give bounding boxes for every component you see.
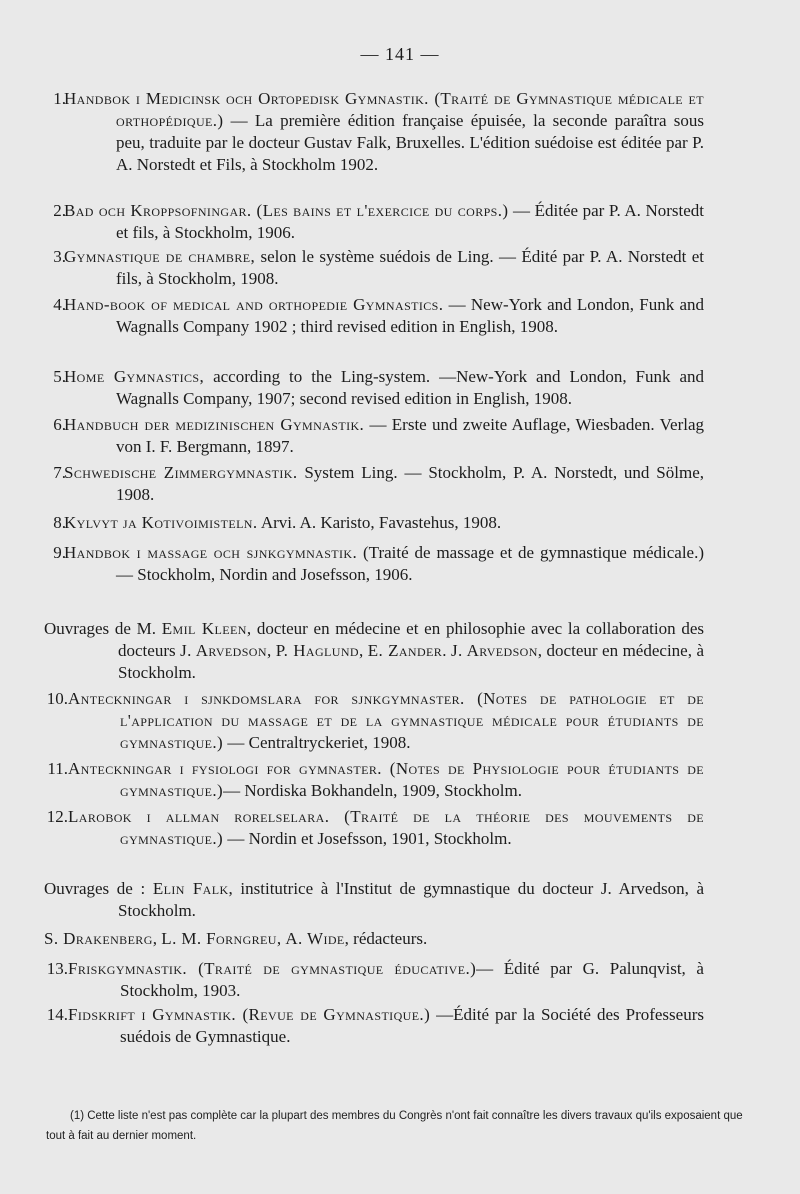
bibliography-entry-7: 7. Schwedische Zimmergymnastik. System Ling. — Stockholm, P. A. Norstedt, und Sölme, 1908.	[53, 463, 704, 504]
editor-name: L. M. Forngreu	[161, 929, 277, 948]
entry-title: Schwedische Zimmergymnastik.	[64, 463, 298, 482]
bibliography-entry-2: 2. Bad och Kroppsofningar. (Les bains et l'exercice du corps.) — Éditée par P. A. Norstedt et fils, à Stockholm, 1906.	[53, 201, 704, 242]
page-number: — 141 —	[360, 44, 440, 64]
bibliography-entry-13: 13. Friskgymnastik. (Traité de gymnastique éducative.)— Édité par G. Palunqvist, à Stockholm, 1903.	[46, 959, 704, 1000]
entry-title: Bad och Kroppsofningar. (Les bains et l'exercice du corps.)	[64, 201, 509, 220]
entry-text: according to the Ling-system. —New-York and London, Funk and Wagnalls Company, 1907; second revised edition in English, 1908.	[116, 367, 704, 408]
bibliography-entry-8: 8. Kylvyt ja Kotivoimisteln. Arvi. A. Karisto, Favastehus, 1908.	[53, 513, 502, 532]
entry-title: Hand-book of medical and orthopedie Gymnastics.	[64, 295, 444, 314]
entry-title: Fidskrift i Gymnastik. (Revue de Gymnastique.)	[68, 1005, 431, 1024]
bibliography-entry-10: 10. Anteckningar i sjnkdomslara for sjnkgymnaster. (Notes de pathologie et de l'application du massage et de la gymnastique médicale pour étudiants de gymnastique.) — Centraltryckeriet, 1908.	[46, 689, 704, 752]
entry-text: — Centraltryckeriet, 1908.	[223, 733, 411, 752]
entry-title: Friskgymnastik. (Traité de gymnastique éducative.)	[68, 959, 477, 978]
bibliography-entry-5: 5. Home Gymnastics, according to the Ling-system. —New-York and London, Funk and Wagnalls Company, 1907; second revised edition in English, 1908.	[53, 367, 704, 408]
collaborator-name: E. Zander	[367, 641, 443, 660]
collaborator-name: J. Arvedson	[450, 641, 538, 660]
author-name: Elin Falk	[152, 879, 229, 898]
entry-text: Arvi. A. Karisto, Favastehus, 1908.	[257, 513, 502, 532]
entry-text: — New-York and London, Funk and Wagnalls Company 1902 ; third revised edition in English, 1908.	[116, 295, 704, 336]
editors-line: S. Drakenberg, L. M. Forngreu, A. Wide, rédacteurs.	[44, 929, 428, 948]
author-name: Emil Kleen	[161, 619, 247, 638]
entry-text: — La première édition française épuisée, la seconde paraîtra sous peu, traduite par le docteur Gustav Falk, Bruxelles. L'édition suédoise est éditée par P. A. Norstedt et Fils, à Stockholm 1902.	[116, 111, 704, 174]
collaborator-name: J. Arvedson	[180, 641, 267, 660]
bibliography-entry-12: 12. Larobok i allman rorelselara. (Traité de la théorie des mouvements de gymnastique.) — Nordin et Josefsson, 1901, Stockholm.	[46, 807, 704, 848]
bibliography-entry-3: 3. Gymnastique de chambre, selon le système suédois de Ling. — Édité par P. A. Norstedt et fils, à Stockholm, 1908.	[53, 247, 704, 288]
footnote: (1) Cette liste n'est pas complète car la plupart des membres du Congrès n'ont fait connaître les divers travaux qu'ils exposaient que tout à fait au dernier moment.	[46, 1110, 743, 1142]
entry-title: Handbok i Medicinsk och Ortopedisk Gymnastik. (Traité de Gymnastique médicale et orthopédique.)	[64, 89, 704, 130]
entry-title: Anteckningar i fysiologi for gymnaster. (Notes de Physiologie pour étudiants de gymnastique.)	[68, 759, 704, 800]
editor-name: S. Drakenberg	[44, 929, 153, 948]
bibliography-entry-11: 11. Anteckningar i fysiologi for gymnaster. (Notes de Physiologie pour étudiants de gymnastique.)— Nordiska Bokhandeln, 1909, Stockholm.	[47, 759, 704, 800]
entry-title: Handbok i massage och sjnkgymnastik.	[64, 543, 358, 562]
entry-title: Anteckningar i sjnkdomslara for sjnkgymnaster. (Notes de pathologie et de l'application du massage et de la gymnastique médicale pour étudiants de gymnastique.)	[68, 689, 704, 752]
entry-text: — Erste und zweite Auflage, Wiesbaden. Verlag von I. F. Bergmann, 1897.	[116, 415, 705, 456]
editor-name: A. Wide	[285, 929, 345, 948]
entry-text: (Traité de massage et de gymnastique médicale.) — Stockholm, Nordin and Josefsson, 1906.	[116, 543, 704, 584]
entry-text: —Édité par la Société des Professeurs suédois de Gymnastique.	[120, 1005, 704, 1046]
bibliography-entry-1: 1. Handbok i Medicinsk och Ortopedisk Gymnastik. (Traité de Gymnastique médicale et orthopédique.) — La première édition française épuisée, la seconde paraîtra sous peu, traduite par le docteur Gustav Falk, Bruxelles. L'édition suédoise est éditée par P. A. Norstedt et Fils, à Stockholm 1902.	[53, 89, 704, 174]
author-paragraph-kleen: Ouvrages de M. Emil Kleen, docteur en médecine et en philosophie avec la collaboration des docteurs J. Arvedson, P. Haglund, E. Zander. J. Arvedson, docteur en médecine, à Stockholm.	[44, 619, 705, 682]
entry-text: System Ling. — Stockholm, P. A. Norstedt, und Sölme, 1908.	[116, 463, 704, 504]
entry-text: — Édité par G. Palunqvist, à Stockholm, 1903.	[120, 959, 704, 1000]
entry-title: Gymnastique de chambre,	[64, 247, 256, 266]
entry-text: — Nordin et Josefsson, 1901, Stockholm.	[223, 829, 512, 848]
collaborator-name: P. Haglund	[275, 641, 359, 660]
entry-title: Larobok i allman rorelselara. (Traité de la théorie des mouvements de gymnastique.)	[68, 807, 704, 848]
entry-text: — Nordiska Bokhandeln, 1909, Stockholm.	[223, 781, 523, 800]
entry-text: selon le système suédois de Ling. — Édité par P. A. Norstedt et fils, à Stockholm, 1908.	[116, 247, 704, 288]
entry-title: Kylvyt ja Kotivoimisteln.	[64, 513, 258, 532]
author-paragraph-falk: Ouvrages de : Elin Falk, institutrice à l'Institut de gymnastique du docteur J. Arvedson, à Stockholm.	[44, 879, 705, 920]
entry-title: Handbuch der medizinischen Gymnastik.	[64, 415, 365, 434]
entry-title: Home Gymnastics,	[64, 367, 205, 386]
entry-text: — Éditée par P. A. Norstedt et fils, à Stockholm, 1906.	[116, 201, 704, 242]
bibliography-entry-9: 9. Handbok i massage och sjnkgymnastik. (Traité de massage et de gymnastique médicale.) — Stockholm, Nordin and Josefsson, 1906.	[53, 543, 704, 584]
bibliography-entry-14: 14. Fidskrift i Gymnastik. (Revue de Gymnastique.) —Édité par la Société des Professeurs suédois de Gymnastique.	[46, 1005, 704, 1046]
bibliography-entry-6: 6. Handbuch der medizinischen Gymnastik. — Erste und zweite Auflage, Wiesbaden. Verlag von I. F. Bergmann, 1897.	[53, 415, 705, 456]
bibliography-entry-4: 4. Hand-book of medical and orthopedie Gymnastics. — New-York and London, Funk and Wagnalls Company 1902 ; third revised edition in English, 1908.	[53, 295, 704, 336]
